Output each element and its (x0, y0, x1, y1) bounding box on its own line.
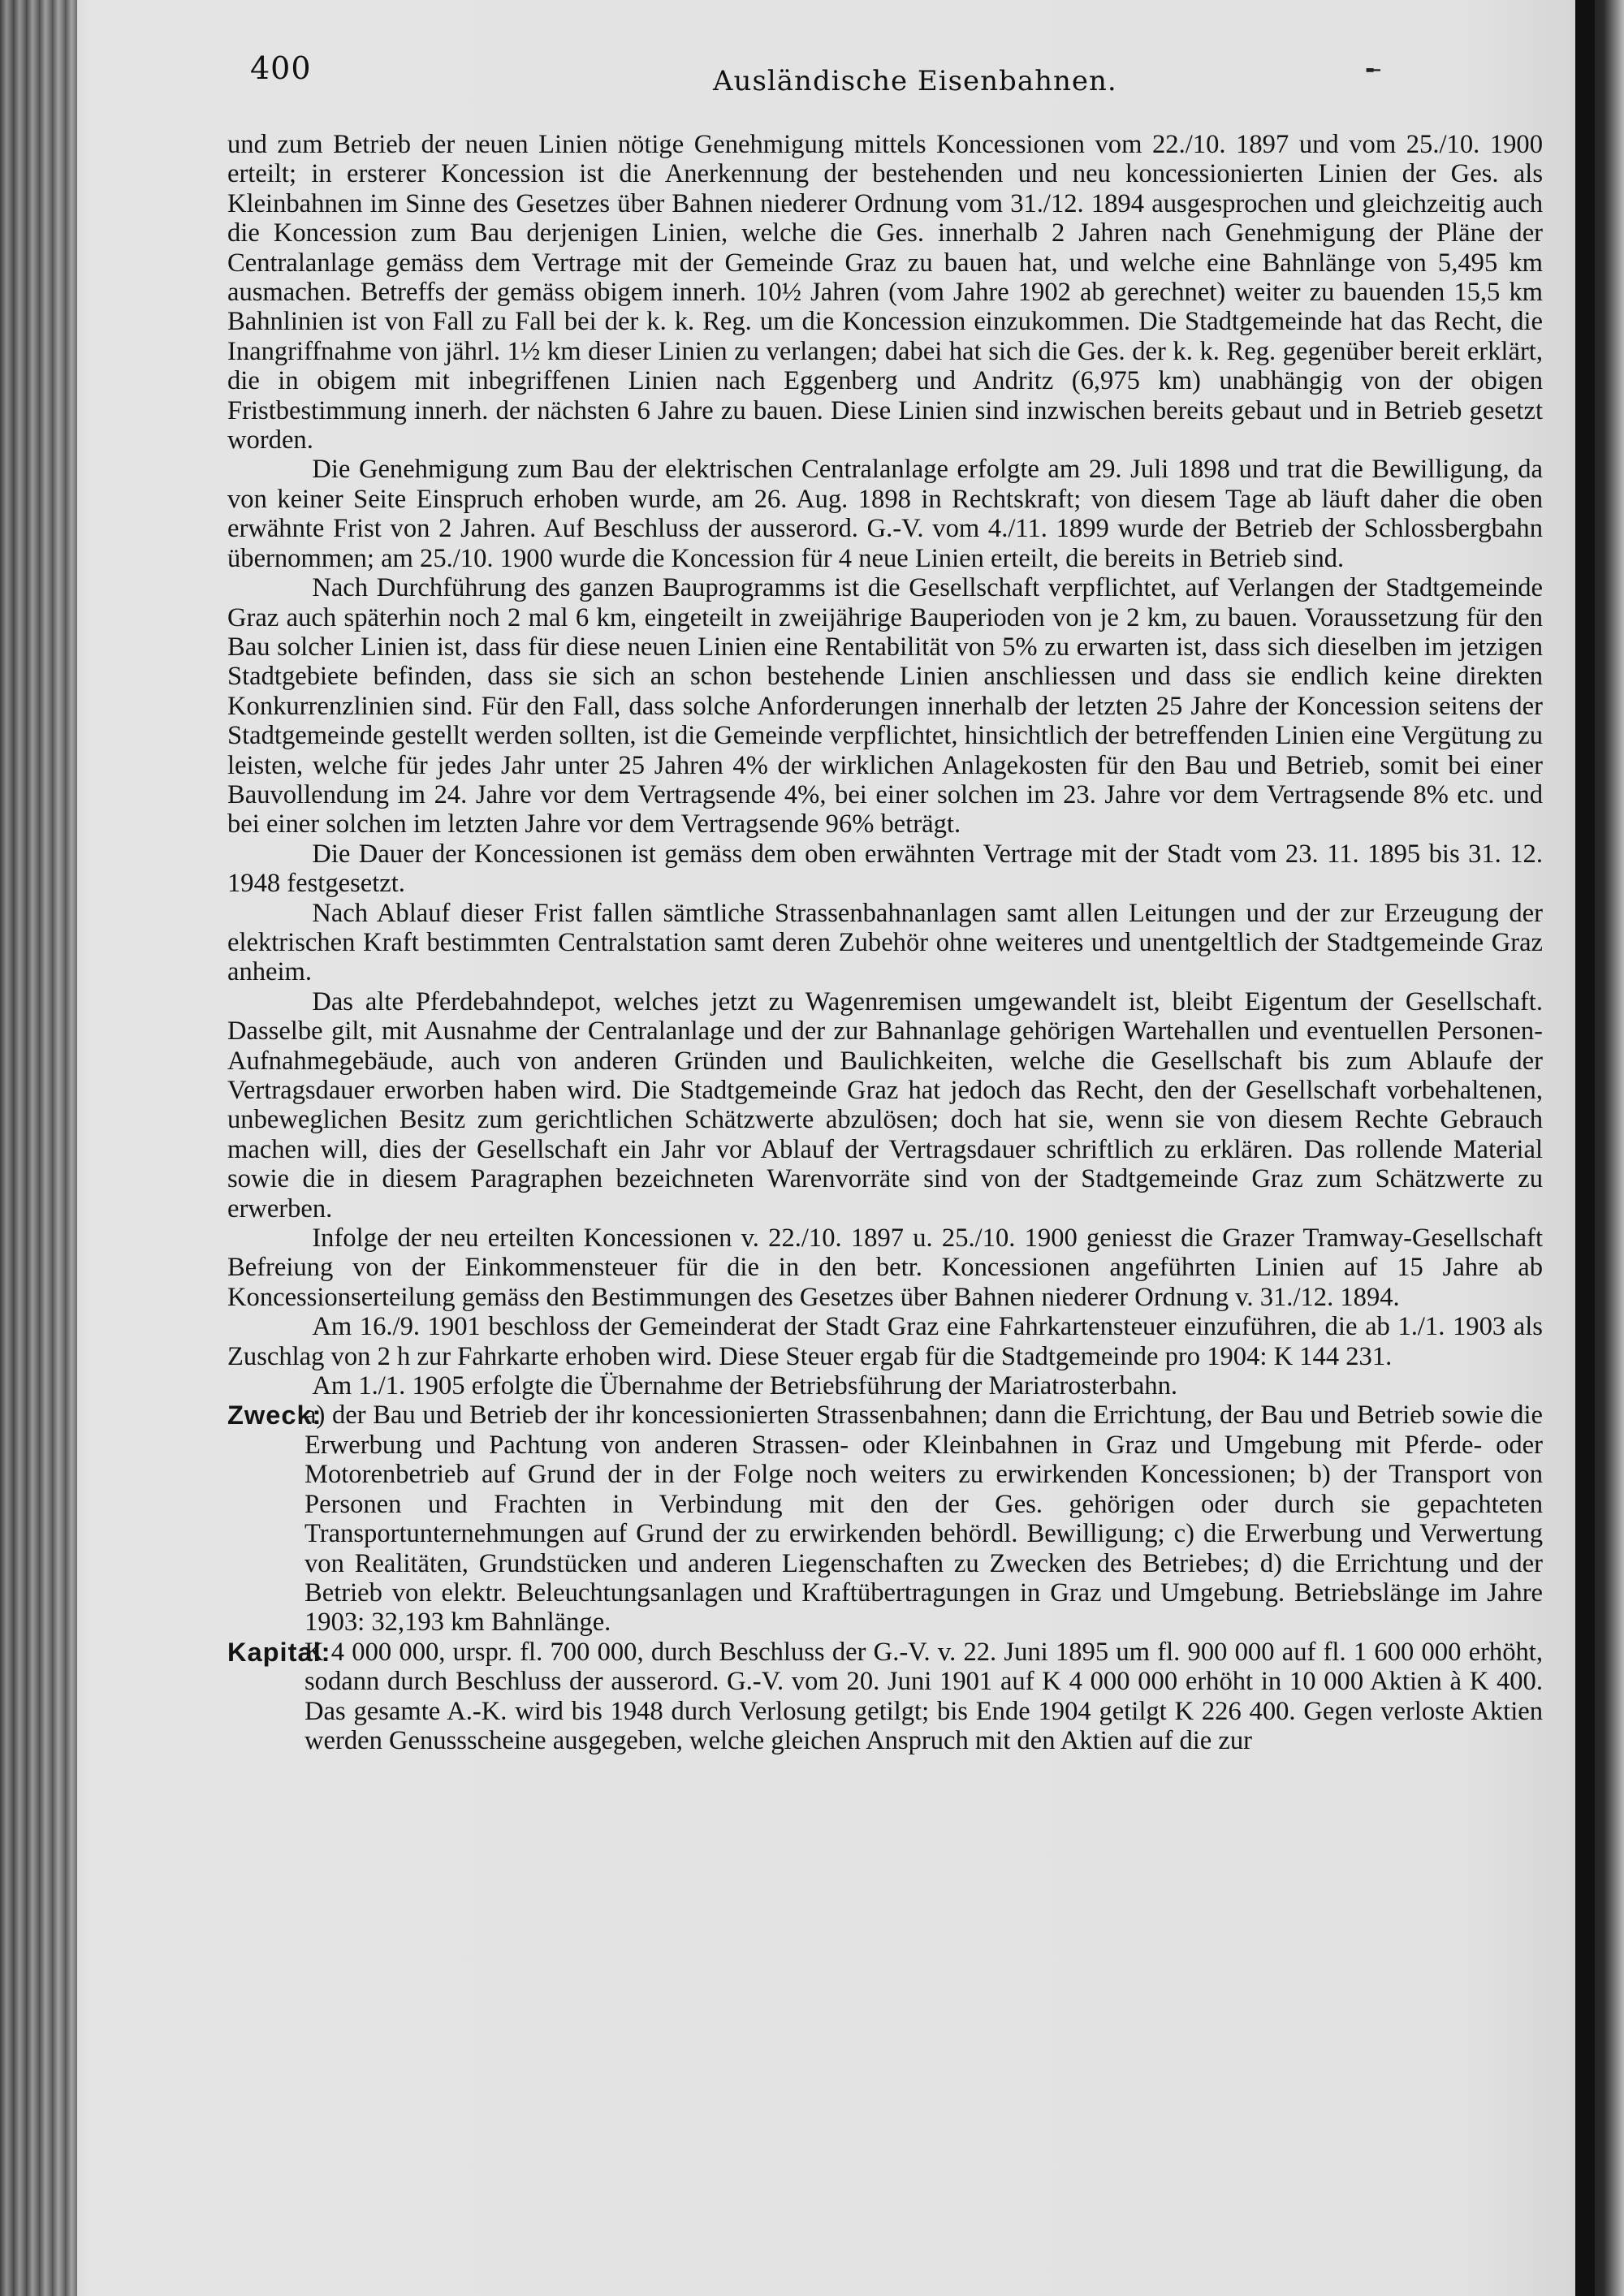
paragraph: Nach Ablauf dieser Frist fallen sämtliche Strassenbahnanlagen samt allen Leitungen und der zur Erzeugung der elektrischen Kraft bestimmten Centralstation samt deren Zubehör ohne weiteres und unentgeltlich der Stadtgemeinde Graz anheim. (227, 898, 1543, 987)
paragraph: Infolge der neu erteilten Koncessionen v. 22./10. 1897 u. 25./10. 1900 geniesst die Grazer Tramway-Gesellschaft Befreiung von der Einkommensteuer für die in den betr. Koncessionen angeführten Linien auf 15 Jahre ab Koncessionserteilung gemäss den Bestimmungen des Gesetzes über Bahnen niederer Ordnung v. 31./12. 1894. (227, 1224, 1543, 1312)
page-body (227, 130, 1543, 1755)
section-kapital (227, 1636, 1543, 1756)
page-number: 400 (250, 50, 312, 86)
section-label: Zweck: (227, 1400, 322, 1431)
section-zweck (227, 1400, 1543, 1638)
paragraph: Die Dauer der Koncessionen ist gemäss dem oben erwähnten Vertrage mit der Stadt vom 23. 11. 1895 bis 31. 12. 1948 festgesetzt. (227, 839, 1543, 899)
page-edge-shadow (1575, 0, 1595, 2296)
paragraph: Die Genehmigung zum Bau der elektrischen Centralanlage erfolgte am 29. Juli 1898 und trat die Bewilligung, da von keiner Seite Einspruch erhoben wurde, am 26. Aug. 1898 in Rechtskraft; von diesem Tage ab läuft daher die oben erwähnte Frist von 2 Jahren. Auf Beschluss der ausserord. G.-V. vom 4./11. 1899 wurde der Betrieb der Schlossbergbahn übernommen; am 25./10. 1900 wurde die Koncession für 4 neue Linien erteilt, die bereits in Betrieb sind. (227, 455, 1543, 573)
paragraph: Das alte Pferdebahndepot, welches jetzt zu Wagenremisen umgewandelt ist, bleibt Eigentum der Gesellschaft. Dasselbe gilt, mit Ausnahme der Centralanlage und der zur Bahnanlage gehörigen Wartehallen und eventuellen Personen-Aufnahmegebäude, auch von anderen Gründen und Baulichkeiten, welche die Gesellschaft bis zum Ablaufe der Vertragsdauer erworben haben wird. Die Stadtgemeinde Graz hat jedoch das Recht, den der Gesellschaft vorbehaltenen, unbeweglichen Besitz zum gerichtlichen Schätzwerte abzulösen; doch hat sie, wenn sie von diesem Rechte Gebrauch machen will, dies der Gesellschaft ein Jahr vor Ablauf der Vertragsdauer schriftlich zu erklären. Das rollende Material sowie die in diesem Paragraphen bezeichneten Warenvorräte sind von der Stadtgemeinde Graz zum Schätzwerte zu erwerben. (227, 986, 1543, 1224)
section-text: a) der Bau und Betrieb der ihr koncessionierten Strassenbahnen; dann die Errichtung, der Bau und Betrieb sowie die Erwerbung und Pachtung von anderen Strassen- oder Kleinbahnen in Graz und Umgebung mit Pferde- oder Motorenbetrieb auf Grund der in der Folge noch weiters zu erwirkenden Koncessionen; b) der Transport von Personen und Frachten in Verbindung mit den der Ges. gehörigen oder durch sie gepachteten Transportunternehmungen auf Grund der zu erwirkenden behördl. Bewilligung; c) die Erwerbung und Verwertung von Realitäten, Grundstücken und anderen Liegenschaften zu Zwecken des Betriebes; d) die Errichtung und der Betrieb von elektr. Beleuchtungsanlagen und Kraftübertragungen in Graz und Umgebung. Betriebslänge im Jahre 1903: 32,193 km Bahnlänge. (304, 1400, 1543, 1638)
paragraph: Am 1./1. 1905 erfolgte die Übernahme der Betriebsführung der Mariatrosterbahn. (312, 1371, 1178, 1401)
section-label: Kapital: (227, 1636, 331, 1667)
section-text: K 4 000 000, urspr. fl. 700 000, durch Beschluss der G.-V. v. 22. Juni 1895 um fl. 900 000 auf fl. 1 600 000 erhöht, sodann durch Beschluss der ausserord. G.-V. vom 20. Juni 1901 auf K 4 000 000 erhöht in 10 000 Aktien à K 400. Das gesamte A.-K. wird bis 1948 durch Verlosung getilgt; bis Ende 1904 getilgt K 226 400. Gegen verloste Aktien werden Genussscheine ausgegeben, welche gleichen Anspruch mit den Aktien auf die zur (304, 1637, 1543, 1755)
running-title: Ausländische Eisenbahnen. (713, 65, 1117, 97)
book-spine-shadow (0, 0, 77, 2296)
paragraph: Nach Durchführung des ganzen Bauprogramms ist die Gesellschaft verpflichtet, auf Verlangen der Stadtgemeinde Graz auch späterhin noch 2 mal 6 km, eingeteilt in zweijährige Bauperioden von je 2 km, zu bauen. Voraussetzung für den Bau solcher Linien ist, dass für diese neuen Linien eine Rentabilität von 5% zu erwarten ist, dass sich dieselben im jetzigen Stadtgebiete befinden, dass sie sich an schon bestehende Linien anschliessen und dass sie endlich keine direkten Konkurrenzlinien sind. Für den Fall, dass solche Anforderungen innerhalb der letzten 25 Jahre der Koncession seitens der Stadtgemeinde gestellt werden sollten, ist die Gemeinde verpflichtet, hinsichtlich der betreffenden Linien eine Vergütung zu leisten, welche für jedes Jahr unter 25 Jahren 4% der wirklichen Anlagekosten für den Bau und Betrieb, somit bei einer Bauvollendung im 24. Jahre vor dem Vertragsende 4%, bei einer solchen im 23. Jahre vor dem Vertragsende 8% etc. und bei einer solchen im letzten Jahre vor dem Vertragsende 96% beträgt. (227, 573, 1543, 839)
paragraph: und zum Betrieb der neuen Linien nötige Genehmigung mittels Koncessionen vom 22./10. 1897 und vom 25./10. 1900 erteilt; in ersterer Koncession ist die Anerkennung der bestehenden und neu koncessionierten Linien der Ges. als Kleinbahnen im Sinne des Gesetzes über Bahnen niederer Ordnung vom 31./12. 1894 ausgesprochen und gleichzeitig auch die Koncession zum Bau derjenigen Linien, welche die Ges. innerhalb 2 Jahren nach Genehmigung der Pläne der Centralanlage gemäss dem Vertrage mit der Gemeinde Graz zu bauen hat, und welche eine Bahnlänge von 5,495 km ausmachen. Betreffs der gemäss obigem innerh. 10½ Jahren (vom Jahre 1902 ab gerechnet) weiter zu bauenden 15,5 km Bahnlinien ist von Fall zu Fall bei der k. k. Reg. um die Koncession einzukommen. Die Stadtgemeinde hat das Recht, die Inangriffnahme von jährl. 1½ km dieser Linien zu verlangen; dabei hat sich die Ges. der k. k. Reg. gegenüber bereit erklärt, die in obigem mit inbegriffenen Linien nach Eggenberg und Andritz (6,975 km) unabhängig von der obigen Fristbestimmung innerh. der nächsten 6 Jahre zu bauen. Diese Linien sind inzwischen bereits gebaut und in Betrieb gesetzt worden. (227, 130, 1543, 455)
ink-mark: ╾ (1367, 57, 1380, 84)
paragraph: Am 16./9. 1901 beschloss der Gemeinderat der Stadt Graz eine Fahrkartensteuer einzuführen, die ab 1./1. 1903 als Zuschlag von 2 h zur Fahrkarte erhoben wird. Diese Steuer ergab für die Stadtgemeinde pro 1904: K 144 231. (227, 1312, 1543, 1371)
page-header (250, 50, 1525, 99)
